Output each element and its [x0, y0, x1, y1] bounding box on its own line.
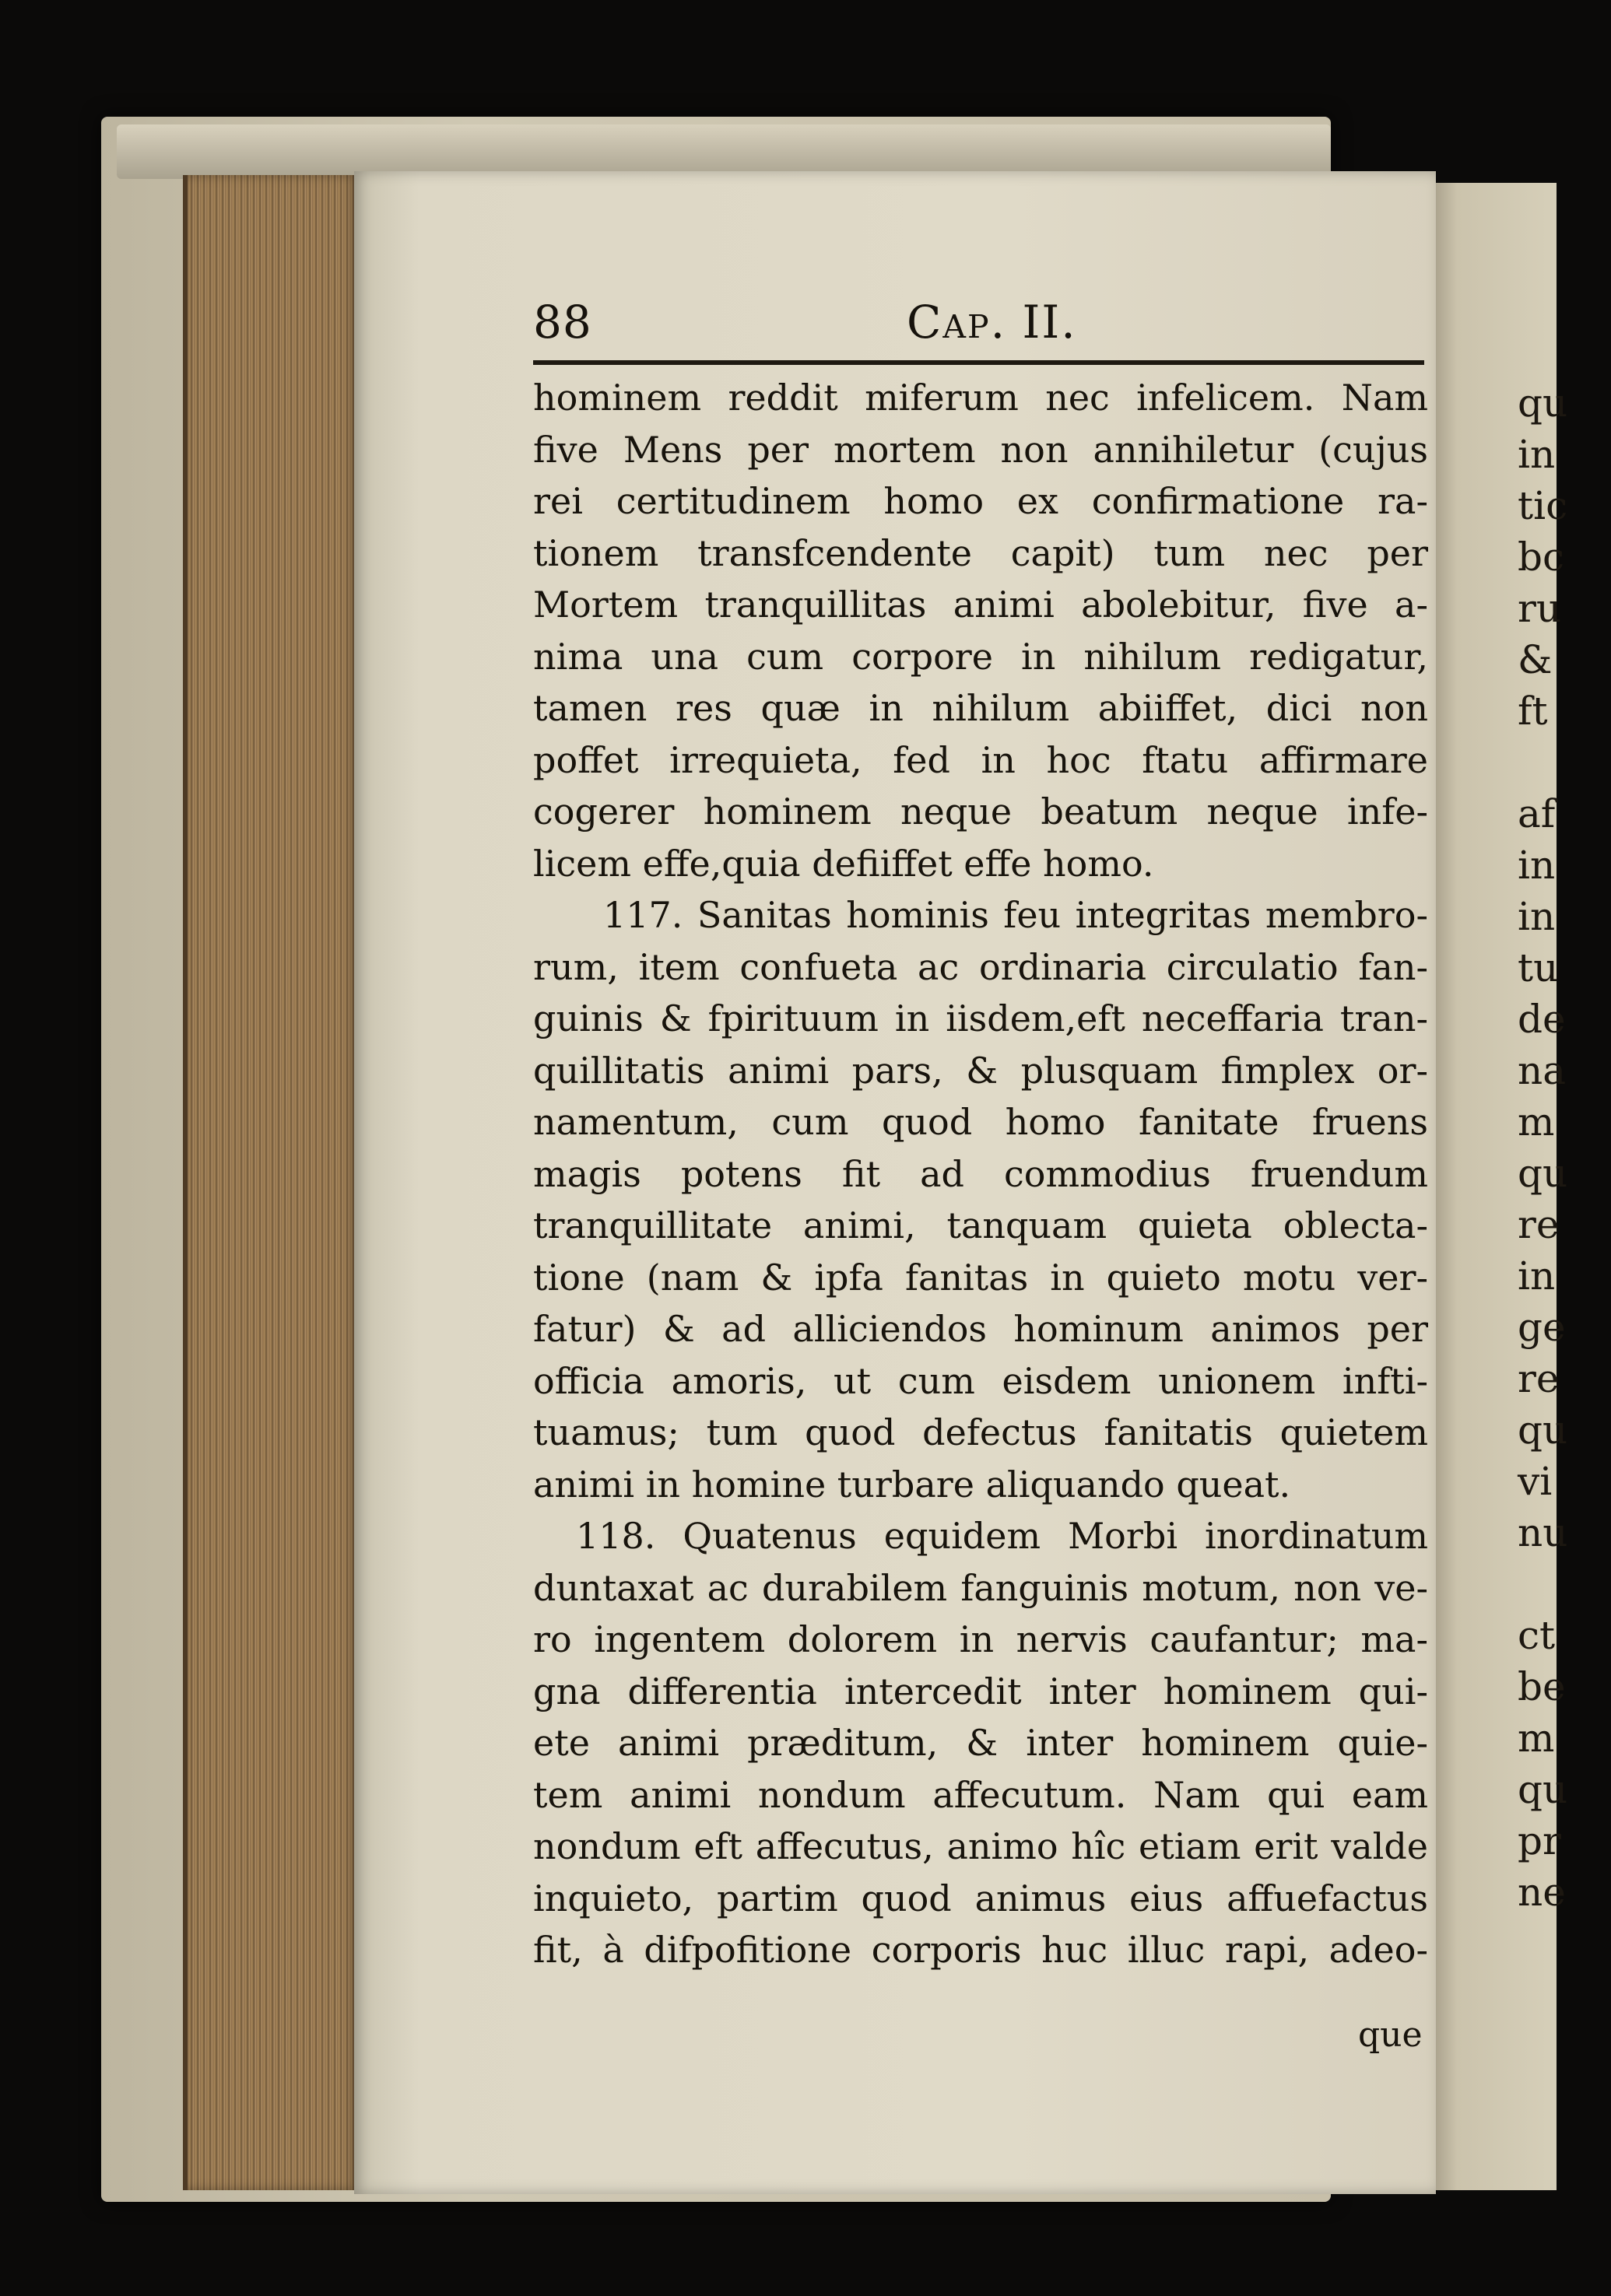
text-line: tamen res quæ in nihilum abiiffet, dici non: [533, 687, 1428, 729]
text-line: guinis & fpirituum in iisdem,eft neceffaria tran-: [533, 997, 1428, 1039]
facing-page-fragments: qu in tic bc ru & ft af in in tu de na m qu re in ge re qu vi nu ct be m qu pr ne: [1518, 380, 1568, 1915]
facing-page: [1424, 183, 1568, 2190]
running-head: Cap. II.: [907, 296, 1077, 349]
text-line: quillitatis animi pars, & plusquam fimplex or-: [533, 1049, 1428, 1092]
text-line: ete animi præditum, & inter hominem quie-: [533, 1722, 1428, 1764]
text-line: tuamus; tum quod defectus fanitatis quietem: [533, 1411, 1428, 1453]
page-header: [533, 296, 1436, 358]
text-line: hominem reddit miferum nec infelicem. Nam: [533, 377, 1428, 419]
text-line: nima una cum corpore in nihilum redigatur,: [533, 635, 1428, 678]
text-line: magis potens fit ad commodius fruendum: [533, 1152, 1428, 1195]
text-line: five Mens per mortem non annihiletur (cujus: [533, 428, 1428, 471]
header-rule: [533, 360, 1424, 365]
catchword: que: [1358, 2015, 1423, 2055]
text-line: fit, à difpofitione corporis huc illuc rapi, adeo-: [533, 1929, 1428, 1971]
text-line: animi in homine turbare aliquando queat.: [533, 1463, 1291, 1506]
text-line: fatur) & ad alliciendos hominum animos per: [533, 1308, 1428, 1350]
text-line: duntaxat ac durabilem fanguinis motum, non ve-: [533, 1566, 1428, 1609]
text-line: tionem transfcendente capit) tum nec per: [533, 531, 1428, 574]
section-start-117: 117. Sanitas hominis feu integritas membro-: [603, 894, 1428, 936]
text-line: tione (nam & ipfa fanitas in quieto motu ver-: [533, 1256, 1428, 1299]
page-block-edges: [183, 175, 359, 2190]
text-line: rum, item confueta ac ordinaria circulatio fan-: [533, 945, 1428, 988]
text-line: officia amoris, ut cum eisdem unionem infti-: [533, 1359, 1428, 1402]
text-line: namentum, cum quod homo fanitate fruens: [533, 1101, 1428, 1143]
text-line: tem animi nondum affecutum. Nam qui eam: [533, 1773, 1428, 1816]
section-start-118: 118. Quatenus equidem Morbi inordinatum: [576, 1515, 1428, 1557]
text-line: rei certitudinem homo ex confirmatione ra-: [533, 480, 1428, 522]
text-line: poffet irrequieta, fed in hoc ftatu affirmare: [533, 738, 1428, 781]
text-line: Mortem tranquillitas animi abolebitur, five a-: [533, 584, 1428, 626]
text-line: gna differentia intercedit inter hominem qui-: [533, 1670, 1428, 1712]
text-line: tranquillitate animi, tanquam quieta oblecta-: [533, 1204, 1428, 1246]
text-line: inquieto, partim quod animus eius affuefactus: [533, 1877, 1428, 1919]
text-line: ro ingentem dolorem in nervis caufantur; ma-: [533, 1618, 1428, 1660]
text-line: cogerer hominem neque beatum neque infe-: [533, 790, 1428, 833]
body-text: [533, 372, 1428, 1976]
text-line: nondum eft affecutus, animo hîc etiam erit valde: [533, 1825, 1428, 1867]
page-number: 88: [533, 296, 592, 349]
text-line: licem effe,quia defiiffet effe homo.: [533, 842, 1154, 885]
